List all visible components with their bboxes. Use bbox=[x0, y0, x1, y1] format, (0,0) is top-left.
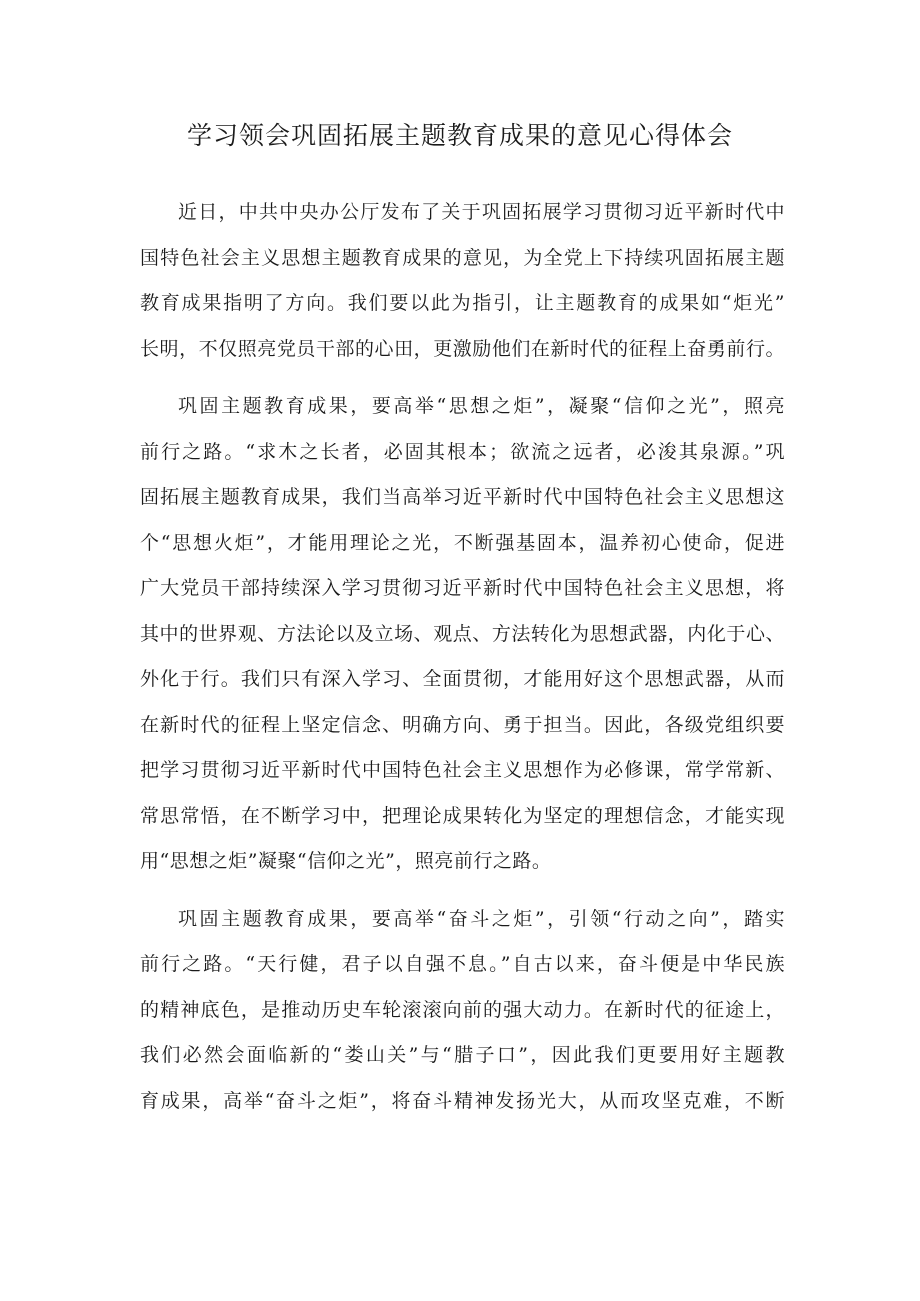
text-line: 我们必然会面临新的“娄山关”与“腊子口”，因此我们更要用好主题教 bbox=[140, 1044, 785, 1066]
document-title: 学习领会巩固拓展主题教育成果的意见心得体会 bbox=[186, 121, 733, 150]
text-line: 固拓展主题教育成果，我们当高举习近平新时代中国特色社会主义思想这 bbox=[140, 486, 785, 508]
text-line: 国特色社会主义思想主题教育成果的意见，为全党上下持续巩固拓展主题 bbox=[140, 246, 785, 269]
text-line: 巩固主题教育成果，要高举“奋斗之炬”，引领“行动之向”，踏实 bbox=[178, 907, 785, 930]
text-line: 在新时代的征程上坚定信念、明确方向、勇于担当。因此，各级党组织要 bbox=[140, 713, 785, 736]
text-line: 外化于行。我们只有深入学习、全面贯彻，才能用好这个思想武器，从而 bbox=[140, 668, 785, 690]
paragraph-3 bbox=[140, 897, 785, 1125]
paragraph-1 bbox=[140, 190, 785, 372]
text-line: 的精神底色，是推动历史车轮滚滚向前的强大动力。在新时代的征途上， bbox=[140, 998, 785, 1021]
text-line: 教育成果指明了方向。我们要以此为指引，让主题教育的成果如“炬光” bbox=[140, 292, 785, 314]
text-line: 近日，中共中央办公厅发布了关于巩固拓展学习贯彻习近平新时代中 bbox=[178, 201, 785, 223]
text-line: 育成果，高举“奋斗之炬”，将奋斗精神发扬光大，从而攻坚克难，不断 bbox=[140, 1089, 785, 1112]
text-line: 把学习贯彻习近平新时代中国特色社会主义思想作为必修课，常学常新、 bbox=[140, 759, 785, 781]
text-line: 巩固主题教育成果，要高举“思想之炬”，凝聚“信仰之光”，照亮 bbox=[178, 395, 785, 417]
text-line: 前行之路。“求木之长者，必固其根本；欲流之远者，必浚其泉源。”巩 bbox=[140, 440, 785, 463]
text-line: 用“思想之炬”凝聚“信仰之光”，照亮前行之路。 bbox=[140, 850, 552, 872]
text-line: 前行之路。“天行健，君子以自强不息。”自古以来，奋斗便是中华民族 bbox=[140, 953, 785, 975]
text-line: 个“思想火炬”，才能用理论之光，不断强基固本，温养初心使命，促进 bbox=[140, 531, 785, 554]
paragraph-2 bbox=[140, 384, 785, 885]
text-line: 广大党员干部持续深入学习贯彻习近平新时代中国特色社会主义思想，将 bbox=[140, 577, 785, 599]
text-line: 长明，不仅照亮党员干部的心田，更激励他们在新时代的征程上奋勇前行。 bbox=[140, 337, 785, 360]
document-body bbox=[140, 190, 785, 1136]
text-line: 常思常悟，在不断学习中，把理论成果转化为坚定的理想信念，才能实现 bbox=[140, 804, 785, 827]
text-line: 其中的世界观、方法论以及立场、观点、方法转化为思想武器，内化于心、 bbox=[140, 622, 785, 645]
